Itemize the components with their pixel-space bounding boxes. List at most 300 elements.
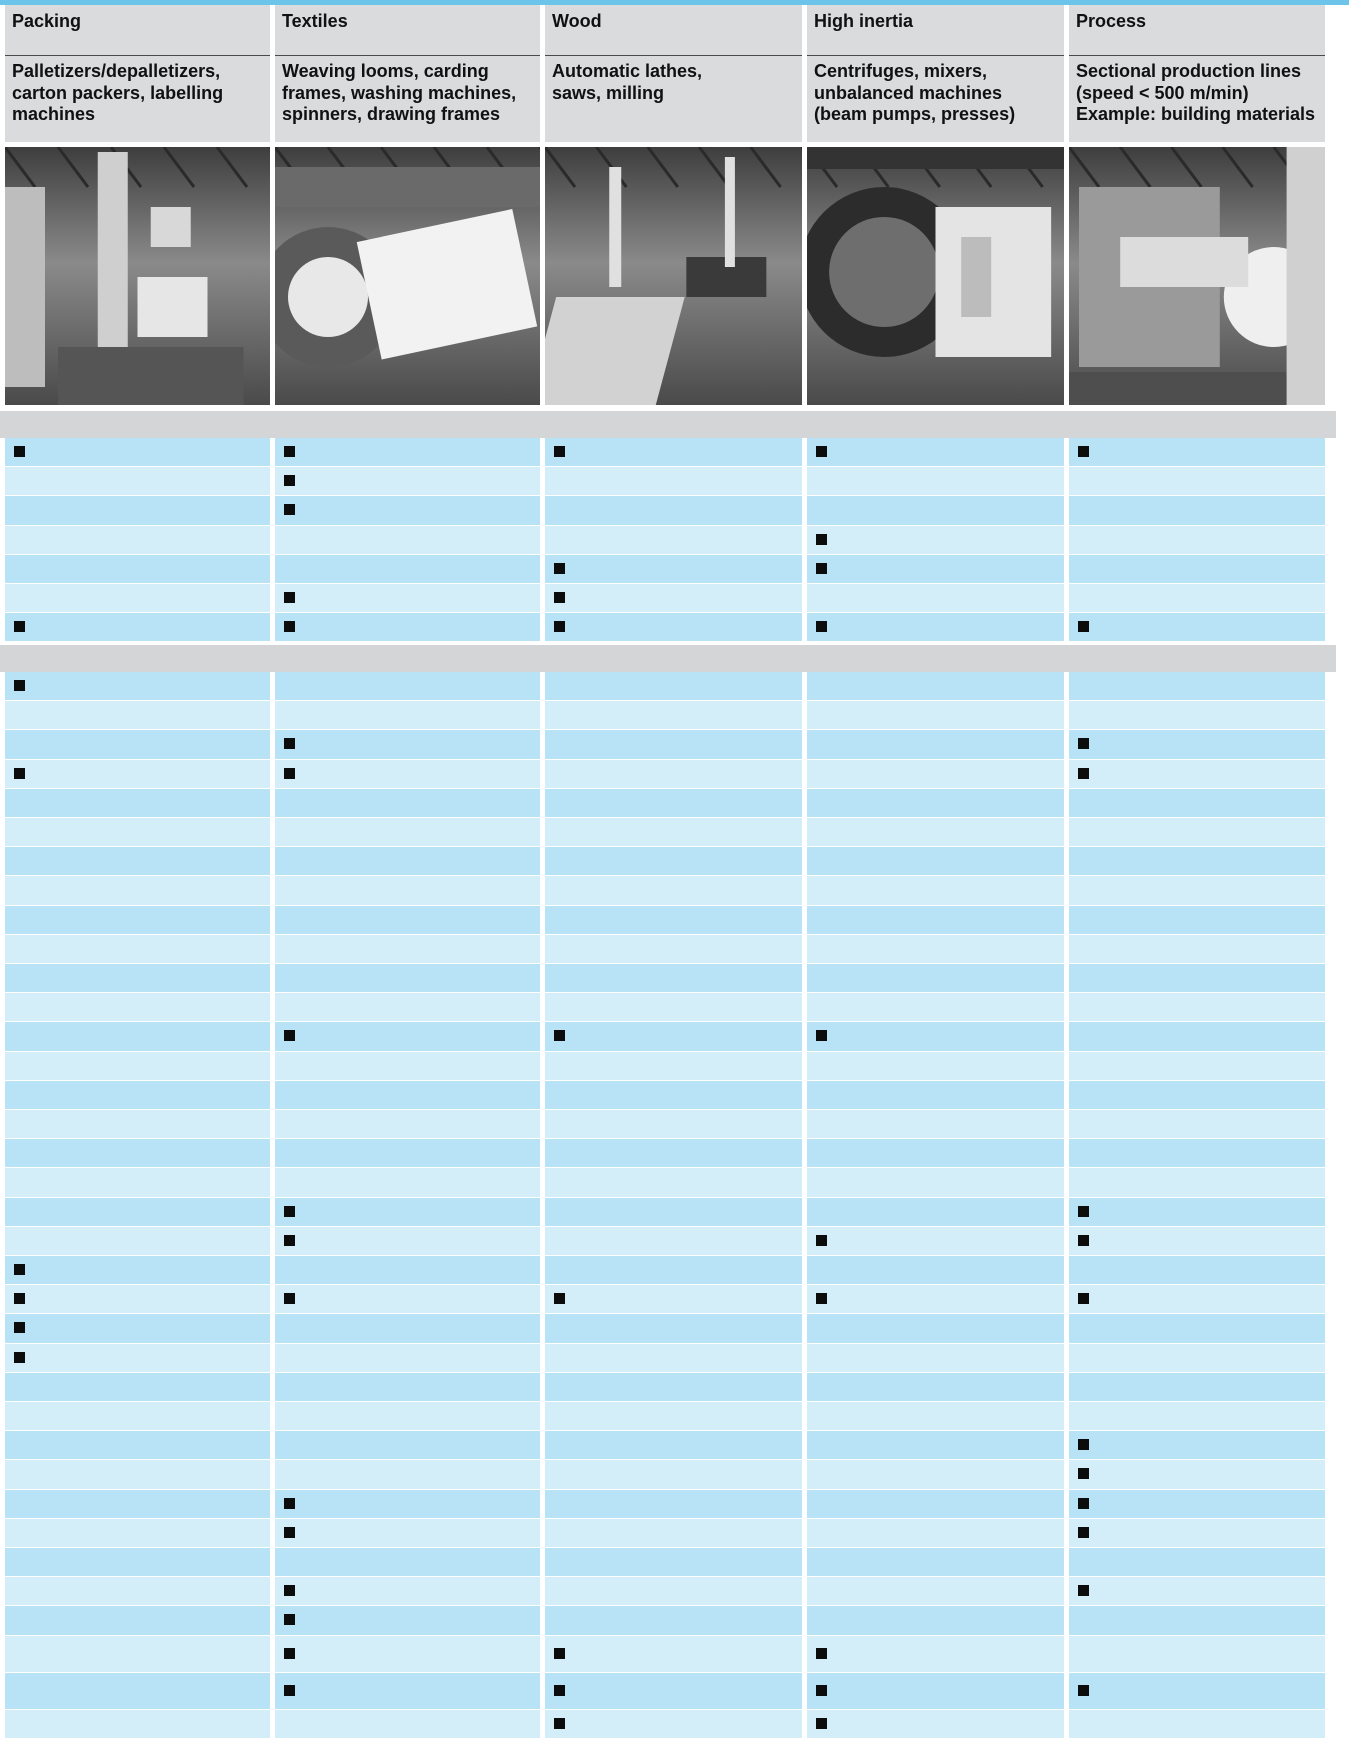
black-square-icon	[14, 680, 25, 691]
table-cell	[807, 526, 1064, 554]
table-cell	[807, 1373, 1064, 1401]
table-cell	[807, 613, 1064, 641]
table-cell	[807, 1490, 1064, 1518]
table-cell	[545, 847, 802, 875]
table-cell	[275, 1710, 540, 1738]
table-cell	[807, 467, 1064, 495]
description-line: spinners, drawing frames	[282, 104, 501, 124]
black-square-icon	[284, 738, 295, 749]
black-square-icon	[284, 504, 295, 515]
table-cell	[275, 701, 540, 729]
table-cell	[1069, 789, 1325, 817]
table-cell	[545, 1052, 802, 1080]
table-cell	[1069, 1431, 1325, 1459]
table-cell	[1069, 1256, 1325, 1284]
table-cell	[5, 1285, 270, 1313]
table-cell	[1069, 1022, 1325, 1050]
table-cell	[275, 1314, 540, 1342]
black-square-icon	[816, 1648, 827, 1659]
table-cell	[545, 1198, 802, 1226]
table-cell	[275, 1636, 540, 1672]
table-cell	[807, 1314, 1064, 1342]
black-square-icon	[1078, 1235, 1089, 1246]
description-line: Automatic lathes,	[552, 61, 703, 81]
table-cell	[5, 613, 270, 641]
table-cell	[807, 993, 1064, 1021]
table-cell	[807, 760, 1064, 788]
description-line: Weaving looms, carding	[282, 61, 489, 81]
table-cell	[5, 1168, 270, 1196]
table-cell	[1069, 1673, 1325, 1709]
table-cell	[5, 467, 270, 495]
table-cell	[5, 701, 270, 729]
black-square-icon	[1078, 1498, 1089, 1509]
table-cell	[275, 1052, 540, 1080]
column-title: Process	[1076, 11, 1147, 31]
table-cell	[5, 789, 270, 817]
table-cell	[5, 1314, 270, 1342]
table-cell	[275, 760, 540, 788]
table-cell	[807, 1198, 1064, 1226]
table-cell	[275, 1577, 540, 1605]
table-cell	[545, 613, 802, 641]
black-square-icon	[14, 446, 25, 457]
column-header	[1069, 5, 1325, 142]
table-cell	[1069, 993, 1325, 1021]
table-cell	[807, 935, 1064, 963]
table-cell	[545, 1139, 802, 1167]
table-cell	[807, 1519, 1064, 1547]
table-cell	[545, 876, 802, 904]
table-cell	[545, 672, 802, 700]
table-cell	[1069, 1710, 1325, 1738]
table-cell	[1069, 1168, 1325, 1196]
table-cell	[1069, 1198, 1325, 1226]
table-cell	[545, 906, 802, 934]
black-square-icon	[14, 1264, 25, 1275]
table-cell	[545, 1548, 802, 1576]
black-square-icon	[816, 446, 827, 457]
table-cell	[1069, 1285, 1325, 1313]
table-cell	[1069, 1344, 1325, 1372]
table-cell	[5, 730, 270, 758]
column-description	[282, 56, 533, 126]
table-cell	[545, 1606, 802, 1634]
table-cell	[5, 672, 270, 700]
table-cell	[5, 1710, 270, 1738]
table-cell	[5, 1548, 270, 1576]
table-cell	[5, 1402, 270, 1430]
table-cell	[1069, 1402, 1325, 1430]
table-cell	[5, 1673, 270, 1709]
black-square-icon	[816, 1030, 827, 1041]
table-cell	[1069, 1081, 1325, 1109]
table-cell	[545, 818, 802, 846]
table-cell	[5, 1198, 270, 1226]
table-cell	[545, 1344, 802, 1372]
table-cell	[1069, 730, 1325, 758]
black-square-icon	[284, 621, 295, 632]
black-square-icon	[816, 563, 827, 574]
table-cell	[275, 613, 540, 641]
table-cell	[275, 1606, 540, 1634]
table-cell	[5, 1431, 270, 1459]
table-cell	[5, 760, 270, 788]
table-cell	[545, 760, 802, 788]
black-square-icon	[284, 446, 295, 457]
table-cell	[275, 1081, 540, 1109]
column-description	[814, 56, 1057, 126]
black-square-icon	[14, 1352, 25, 1363]
table-cell	[5, 1139, 270, 1167]
black-square-icon	[1078, 1439, 1089, 1450]
table-cell	[807, 847, 1064, 875]
table-cell	[807, 818, 1064, 846]
table-cell	[5, 496, 270, 524]
table-cell	[545, 438, 802, 466]
table-cell	[807, 1227, 1064, 1255]
column-description	[552, 56, 795, 104]
black-square-icon	[1078, 621, 1089, 632]
table-cell	[545, 1431, 802, 1459]
table-cell	[807, 1460, 1064, 1488]
table-cell	[275, 1139, 540, 1167]
column-title: High inertia	[814, 11, 914, 31]
table-cell	[807, 1710, 1064, 1738]
table-cell	[1069, 584, 1325, 612]
column-header	[5, 5, 270, 142]
table-cell	[545, 1460, 802, 1488]
black-square-icon	[284, 1527, 295, 1538]
wood-machine-photo-graphic	[545, 147, 802, 405]
table-cell	[545, 1710, 802, 1738]
description-line: unbalanced machines	[814, 82, 1003, 103]
black-square-icon	[284, 1685, 295, 1696]
black-square-icon	[554, 1718, 565, 1729]
table-cell	[1069, 964, 1325, 992]
black-square-icon	[1078, 446, 1089, 457]
description-line: saws, milling	[552, 82, 665, 103]
table-cell	[807, 1022, 1064, 1050]
black-square-icon	[1078, 1468, 1089, 1479]
black-square-icon	[554, 1685, 565, 1696]
table-cell	[545, 526, 802, 554]
table-cell	[5, 847, 270, 875]
black-square-icon	[554, 446, 565, 457]
column-description	[12, 56, 263, 126]
table-cell	[275, 730, 540, 758]
black-square-icon	[554, 592, 565, 603]
table-cell	[5, 1519, 270, 1547]
black-square-icon	[1078, 1527, 1089, 1538]
black-square-icon	[284, 1614, 295, 1625]
table-cell	[1069, 1606, 1325, 1634]
table-cell	[5, 584, 270, 612]
column-description	[1076, 56, 1318, 126]
table-cell	[1069, 847, 1325, 875]
black-square-icon	[14, 621, 25, 632]
table-cell	[5, 1606, 270, 1634]
table-cell	[275, 1168, 540, 1196]
description-line: (beam pumps, presses)	[814, 104, 1016, 124]
table-cell	[275, 672, 540, 700]
table-cell	[1069, 1052, 1325, 1080]
table-cell	[807, 496, 1064, 524]
table-cell	[5, 438, 270, 466]
table-cell	[275, 467, 540, 495]
table-cell	[807, 584, 1064, 612]
table-cell	[275, 818, 540, 846]
table-cell	[275, 1431, 540, 1459]
table-cell	[275, 1227, 540, 1255]
packing-machine-photo	[5, 147, 270, 405]
black-square-icon	[1078, 768, 1089, 779]
table-cell	[275, 1344, 540, 1372]
table-cell	[545, 730, 802, 758]
table-cell	[275, 847, 540, 875]
table-cell	[5, 1373, 270, 1401]
table-cell	[545, 789, 802, 817]
table-cell	[1069, 672, 1325, 700]
process-line-photo-graphic	[1069, 147, 1325, 405]
table-cell	[5, 818, 270, 846]
table-cell	[1069, 876, 1325, 904]
section-divider	[0, 411, 1336, 438]
black-square-icon	[284, 592, 295, 603]
description-line: Example: building materials	[1076, 104, 1316, 124]
table-cell	[275, 1373, 540, 1401]
table-cell	[807, 701, 1064, 729]
table-cell	[807, 1402, 1064, 1430]
table-cell	[807, 1285, 1064, 1313]
black-square-icon	[284, 1293, 295, 1304]
table-cell	[545, 1285, 802, 1313]
table-cell	[1069, 555, 1325, 583]
black-square-icon	[284, 1648, 295, 1659]
description-line: carton packers, labelling	[12, 82, 224, 103]
table-cell	[5, 1022, 270, 1050]
table-cell	[275, 1460, 540, 1488]
table-cell	[1069, 1490, 1325, 1518]
table-cell	[5, 1636, 270, 1672]
table-cell	[807, 1081, 1064, 1109]
table-cell	[807, 1168, 1064, 1196]
table-cell	[545, 993, 802, 1021]
black-square-icon	[14, 768, 25, 779]
black-square-icon	[1078, 1685, 1089, 1696]
table-cell	[5, 1227, 270, 1255]
table-cell	[807, 964, 1064, 992]
table-cell	[807, 555, 1064, 583]
description-line: Palletizers/depalletizers,	[12, 61, 221, 81]
packing-machine-photo-graphic	[5, 147, 270, 405]
table-cell	[1069, 496, 1325, 524]
black-square-icon	[816, 1235, 827, 1246]
table-cell	[1069, 701, 1325, 729]
table-cell	[5, 1110, 270, 1138]
table-cell	[807, 1256, 1064, 1284]
table-cell	[1069, 1548, 1325, 1576]
black-square-icon	[816, 1718, 827, 1729]
table-cell	[545, 1110, 802, 1138]
table-cell	[545, 1636, 802, 1672]
table-cell	[275, 1402, 540, 1430]
table-cell	[275, 876, 540, 904]
black-square-icon	[284, 768, 295, 779]
table-cell	[807, 1139, 1064, 1167]
black-square-icon	[284, 1030, 295, 1041]
table-cell	[275, 964, 540, 992]
table-cell	[807, 1606, 1064, 1634]
table-cell	[5, 1256, 270, 1284]
table-cell	[275, 1490, 540, 1518]
black-square-icon	[284, 1206, 295, 1217]
table-cell	[275, 1548, 540, 1576]
description-line: (speed < 500 m/min)	[1076, 82, 1249, 103]
table-cell	[275, 789, 540, 817]
table-cell	[545, 1402, 802, 1430]
table-cell	[275, 906, 540, 934]
table-cell	[545, 1577, 802, 1605]
table-cell	[545, 1022, 802, 1050]
table-cell	[807, 1431, 1064, 1459]
table-cell	[807, 1110, 1064, 1138]
table-cell	[1069, 1373, 1325, 1401]
high-inertia-machine-photo	[807, 147, 1064, 405]
table-cell	[807, 1636, 1064, 1672]
table-cell	[5, 1490, 270, 1518]
table-cell	[1069, 1110, 1325, 1138]
table-cell	[5, 1081, 270, 1109]
table-cell	[807, 1548, 1064, 1576]
table-cell	[5, 555, 270, 583]
table-cell	[1069, 818, 1325, 846]
table-cell	[545, 1673, 802, 1709]
table-cell	[1069, 467, 1325, 495]
table-cell	[1069, 613, 1325, 641]
table-cell	[545, 467, 802, 495]
black-square-icon	[1078, 1585, 1089, 1596]
table-cell	[1069, 1636, 1325, 1672]
table-cell	[807, 438, 1064, 466]
table-cell	[807, 906, 1064, 934]
black-square-icon	[1078, 1293, 1089, 1304]
table-cell	[5, 1577, 270, 1605]
table-cell	[1069, 526, 1325, 554]
table-cell	[1069, 1519, 1325, 1547]
black-square-icon	[554, 621, 565, 632]
table-cell	[5, 876, 270, 904]
table-cell	[807, 789, 1064, 817]
table-cell	[1069, 438, 1325, 466]
table-cell	[545, 1168, 802, 1196]
table-cell	[275, 584, 540, 612]
table-cell	[545, 964, 802, 992]
column-header	[807, 5, 1064, 142]
table-cell	[1069, 1577, 1325, 1605]
section-divider	[0, 645, 1336, 672]
table-cell	[5, 906, 270, 934]
black-square-icon	[1078, 1206, 1089, 1217]
description-line: Centrifuges, mixers,	[814, 61, 988, 81]
column-header	[545, 5, 802, 142]
table-cell	[1069, 760, 1325, 788]
table-cell	[275, 1285, 540, 1313]
table-cell	[5, 1344, 270, 1372]
table-cell	[545, 935, 802, 963]
table-cell	[807, 1344, 1064, 1372]
black-square-icon	[554, 1030, 565, 1041]
table-cell	[275, 1519, 540, 1547]
column-header	[275, 5, 540, 142]
column-title: Textiles	[282, 11, 348, 31]
table-cell	[275, 496, 540, 524]
table-cell	[807, 1052, 1064, 1080]
black-square-icon	[816, 1293, 827, 1304]
high-inertia-machine-photo-graphic	[807, 147, 1064, 405]
table-cell	[5, 935, 270, 963]
table-cell	[5, 993, 270, 1021]
description-line: frames, washing machines,	[282, 82, 517, 103]
description-line: Sectional production lines	[1076, 61, 1302, 81]
table-cell	[5, 964, 270, 992]
table-cell	[545, 1081, 802, 1109]
table-cell	[275, 1198, 540, 1226]
table-cell	[5, 526, 270, 554]
process-line-photo	[1069, 147, 1325, 405]
black-square-icon	[554, 1293, 565, 1304]
column-title: Packing	[12, 11, 82, 31]
black-square-icon	[816, 534, 827, 545]
table-cell	[275, 438, 540, 466]
table-cell	[807, 730, 1064, 758]
table-cell	[545, 496, 802, 524]
table-cell	[807, 672, 1064, 700]
table-cell	[275, 1256, 540, 1284]
black-square-icon	[14, 1293, 25, 1304]
table-cell	[545, 1314, 802, 1342]
table-cell	[275, 935, 540, 963]
table-cell	[275, 993, 540, 1021]
textile-machine-photo	[275, 147, 540, 405]
table-cell	[1069, 1139, 1325, 1167]
black-square-icon	[284, 475, 295, 486]
table-cell	[545, 701, 802, 729]
table-cell	[275, 1673, 540, 1709]
wood-machine-photo	[545, 147, 802, 405]
black-square-icon	[284, 1585, 295, 1596]
table-cell	[545, 584, 802, 612]
black-square-icon	[284, 1498, 295, 1509]
black-square-icon	[816, 621, 827, 632]
table-cell	[1069, 1314, 1325, 1342]
table-cell	[545, 1519, 802, 1547]
table-cell	[545, 555, 802, 583]
table-cell	[545, 1373, 802, 1401]
black-square-icon	[554, 563, 565, 574]
table-cell	[1069, 1227, 1325, 1255]
table-cell	[807, 876, 1064, 904]
table-cell	[275, 526, 540, 554]
table-cell	[275, 555, 540, 583]
black-square-icon	[554, 1648, 565, 1659]
table-cell	[275, 1110, 540, 1138]
black-square-icon	[1078, 738, 1089, 749]
table-cell	[1069, 906, 1325, 934]
table-cell	[545, 1490, 802, 1518]
black-square-icon	[14, 1322, 25, 1333]
table-cell	[275, 1022, 540, 1050]
